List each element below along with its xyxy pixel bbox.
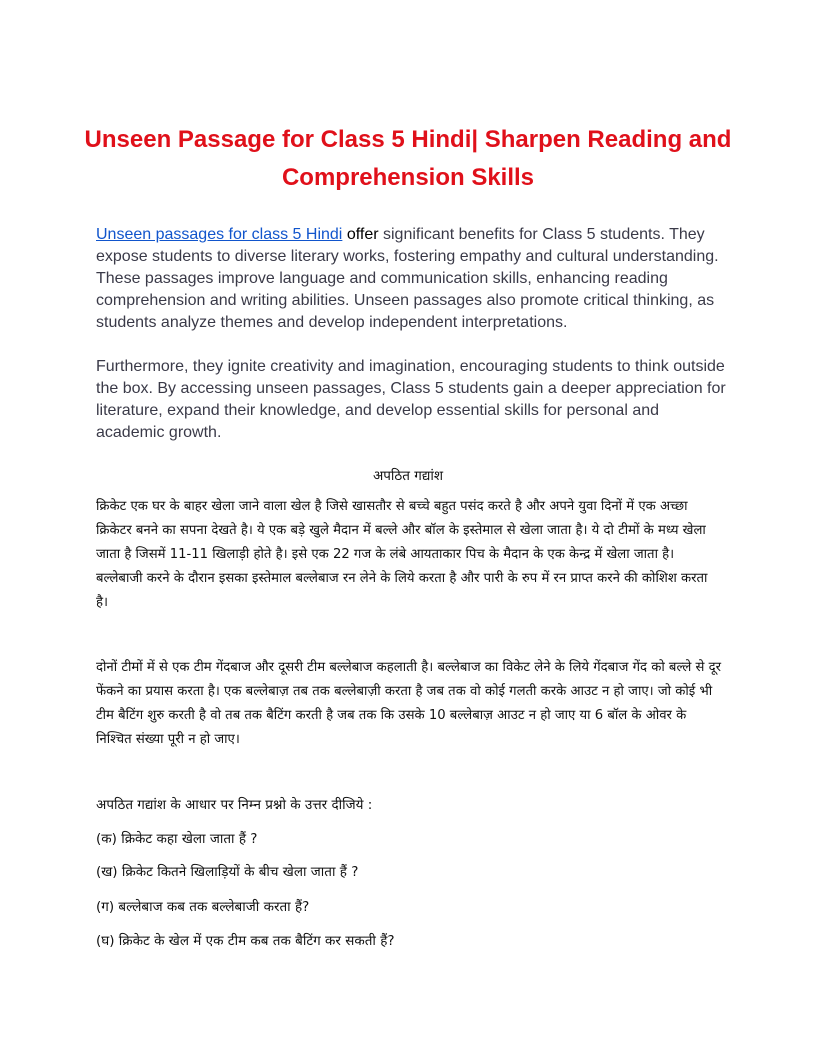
question-ka: (क) क्रिकेट कहा खेला जाता हैं ? (96, 831, 258, 847)
question-gha: (घ) क्रिकेट के खेल में एक टीम कब तक बैटिंग कर सकती हैं? (96, 933, 395, 949)
page-title: Unseen Passage for Class 5 Hindi| Sharpen Reading and Comprehension Skills (84, 126, 732, 191)
passage-paragraph-1: क्रिकेट एक घर के बाहर खेला जाने वाला खेल है जिसे खासतौर से बच्चे बहुत पसंद करते है और अपने युवा दिनों में एक अच्छा क्रिकेटर बनने का सपना देखते है। ये एक बड़े खुले मैदान में बल्ले और बॉल के इस्तेमाल से खेला जाता है। ये दो टीमों के मध्य खेला जाता है जिसमें 11-11 खिलाड़ी होते है। इसे एक 22 गज के लंबे आयताकार पिच के मैदान के एक केन्द्र में खेला जाता है। बल्लेबाजी करने के दौरान इसका इस्तेमाल बल्लेबाज रन लेने के लिये करता है और पारी के रुप में रन प्राप्त करने की कोशिश करता है। (96, 499, 708, 610)
second-paragraph: Furthermore, they ignite creativity and imagination, encouraging students to think outside the box. By accessing unseen passages, Class 5 students gain a deeper appreciation for literature, expand their knowledge, and develop essential skills for personal and academic growth. (96, 358, 726, 441)
intro-paragraph (96, 224, 726, 334)
intro-rest: significant benefits for Class 5 students. They expose students to diverse literary works, fostering empathy and cultural understanding. These passages improve language and communication skills, enhancing reading comprehension and writing abilities. Unseen passages also promote critical thinking, as students analyze themes and develop independent interpretations. (96, 226, 719, 331)
questions-intro: अपठित गद्यांश के आधार पर निम्न प्रश्नो के उत्तर दीजिये : (96, 797, 373, 813)
unseen-passages-link[interactable]: Unseen passages for class 5 Hindi (96, 226, 343, 243)
offer-word: offer (346, 226, 379, 243)
question-kha: (ख) क्रिकेट कितने खिलाड़ियों के बीच खेला जाता हैं ? (96, 864, 359, 880)
passage-heading: अपठित गद्यांश (372, 468, 444, 484)
question-ga: (ग) बल्लेबाज कब तक बल्लेबाजी करता हैं? (96, 899, 310, 915)
passage-paragraph-2: दोनों टीमों में से एक टीम गेंदबाज और दूसरी टीम बल्लेबाज कहलाती है। बल्लेबाज का विकेट लेने के लिये गेंदबाज गेंद को बल्ले से दूर फेंकने का प्रयास करता है। एक बल्लेबाज़ तब तक बल्लेबाज़ी करता है जब तक वो कोई गलती करके आउट न हो जाए। जो कोई भी टीम बैटिंग शुरु करती है वो तब तक बैटिंग करती है जब तक कि उसके 10 बल्लेबाज़ आउट न हो जाए या 6 बॉल के ओवर के निश्चित संख्या पूरी न हो जाए। (96, 660, 722, 747)
